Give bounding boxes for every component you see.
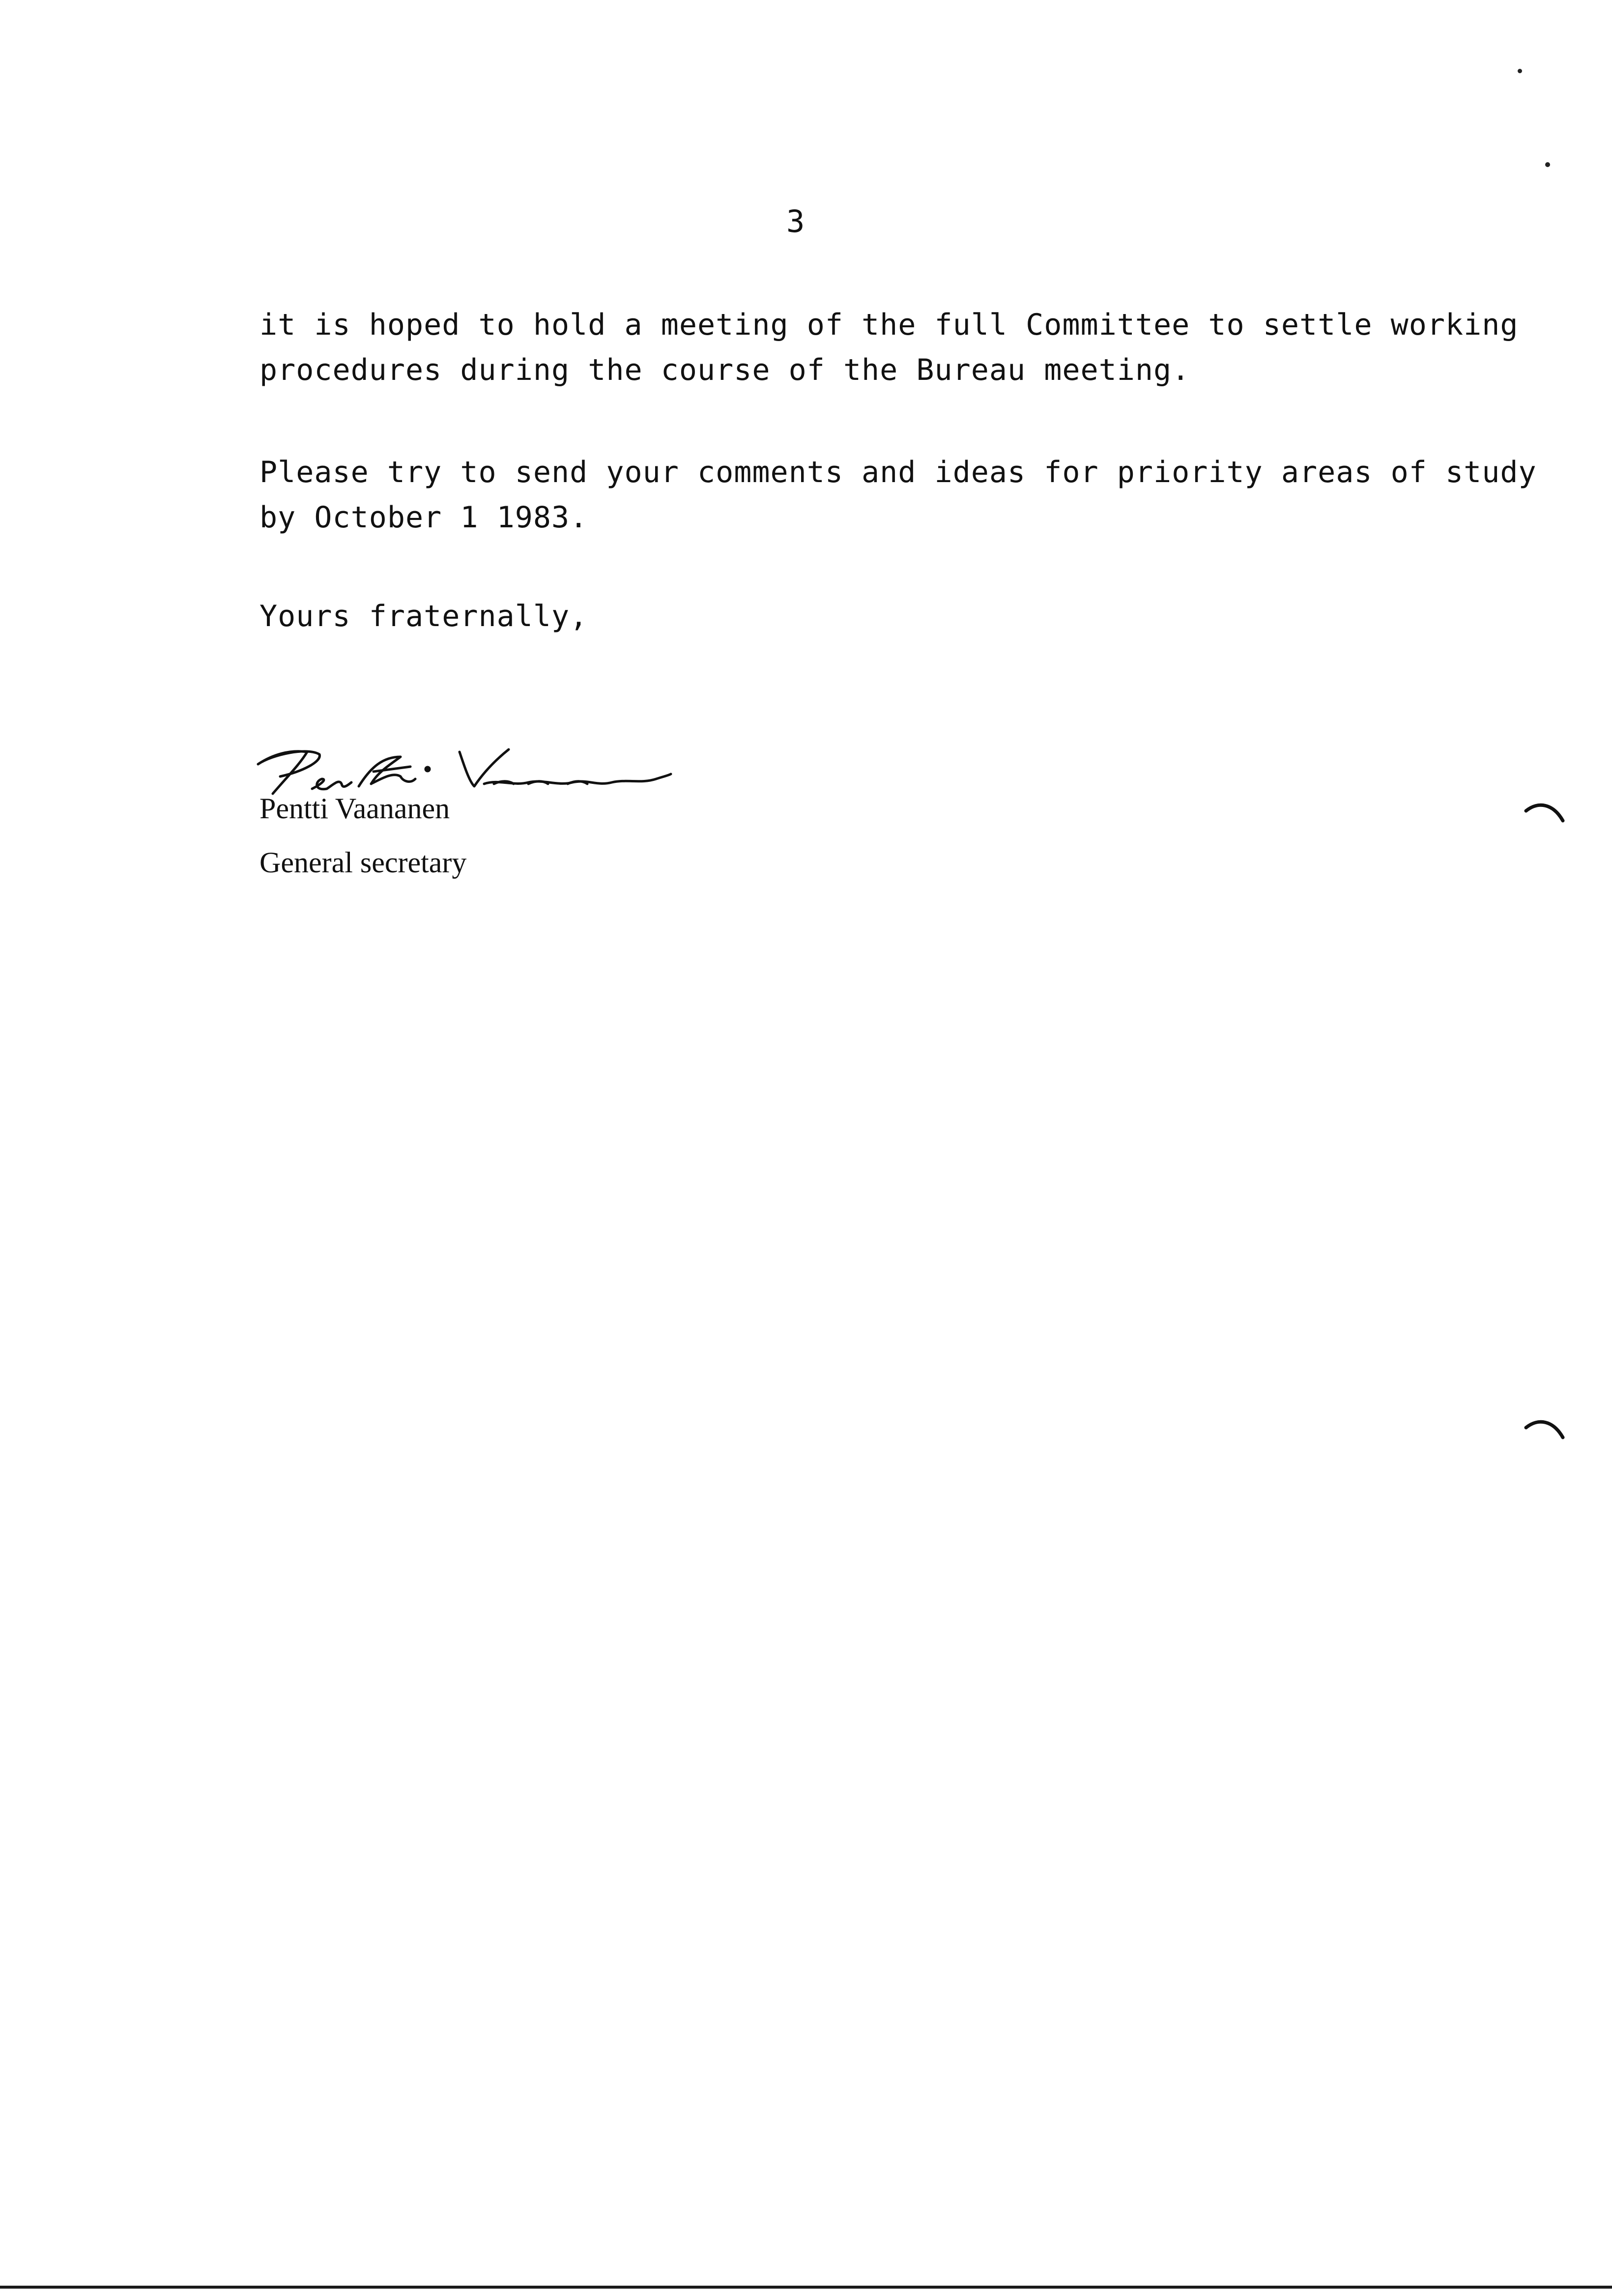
page-number: 3	[786, 203, 805, 239]
signer-name: Pentti Vaananen	[259, 792, 450, 825]
binder-hole-mark	[1524, 1415, 1568, 1450]
paragraph-line: by October 1 1983.	[259, 500, 588, 535]
signer-title: General secretary	[259, 846, 467, 879]
scan-speck	[1545, 162, 1550, 167]
closing-line: Yours fraternally,	[259, 599, 588, 633]
paragraph-line: Please try to send your comments and ideas for priority areas of study	[259, 455, 1537, 489]
paragraph-line: procedures during the course of the Bureau meeting.	[259, 353, 1190, 387]
body-paragraph	[259, 450, 1537, 540]
closing-salutation	[259, 594, 588, 639]
binder-hole-mark	[1524, 799, 1568, 833]
scan-speck	[1518, 69, 1522, 73]
body-paragraph	[259, 302, 1519, 393]
bottom-edge-line	[0, 2286, 1612, 2289]
paragraph-line: it is hoped to hold a meeting of the full Committee to settle working	[259, 308, 1519, 342]
